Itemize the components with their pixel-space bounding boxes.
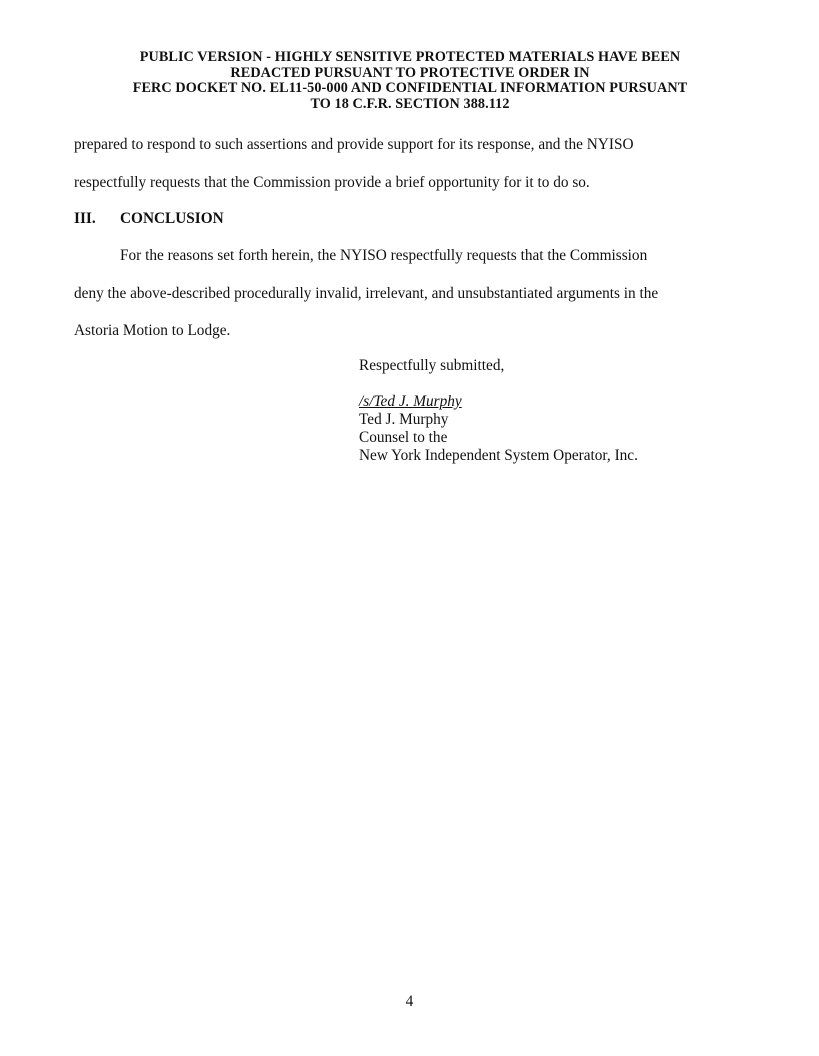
electronic-signature: /s/Ted J. Murphy xyxy=(359,393,462,410)
confidentiality-header xyxy=(60,50,760,112)
body-text-line: deny the above-described procedurally invalid, irrelevant, and unsubstantiated arguments in the xyxy=(74,285,659,302)
closing-text: Respectfully submitted, xyxy=(359,357,505,374)
section-heading xyxy=(74,210,224,228)
signer-organization: New York Independent System Operator, Inc. xyxy=(359,447,638,464)
page-number: 4 xyxy=(405,993,414,1010)
body-text-line: respectfully requests that the Commission provide a brief opportunity for it to do so. xyxy=(74,174,590,191)
header-line: FERC DOCKET NO. EL11-50-000 AND CONFIDENTIAL INFORMATION PURSUANT xyxy=(132,80,688,96)
signer-title: Counsel to the xyxy=(359,429,448,446)
header-line: REDACTED PURSUANT TO PROTECTIVE ORDER IN xyxy=(230,64,590,81)
header-line: TO 18 C.F.R. SECTION 388.112 xyxy=(310,95,510,112)
body-text-line: Astoria Motion to Lodge. xyxy=(74,322,231,339)
signature-block xyxy=(359,393,638,465)
section-number: III. xyxy=(74,210,96,227)
body-text-line: prepared to respond to such assertions and provide support for its response, and the NYISO xyxy=(74,136,634,153)
body-text-line: For the reasons set forth herein, the NYISO respectfully requests that the Commission xyxy=(120,247,648,264)
section-title: CONCLUSION xyxy=(120,210,224,227)
header-line: PUBLIC VERSION - HIGHLY SENSITIVE PROTECTED MATERIALS HAVE BEEN xyxy=(139,49,681,65)
signer-name: Ted J. Murphy xyxy=(359,411,449,428)
